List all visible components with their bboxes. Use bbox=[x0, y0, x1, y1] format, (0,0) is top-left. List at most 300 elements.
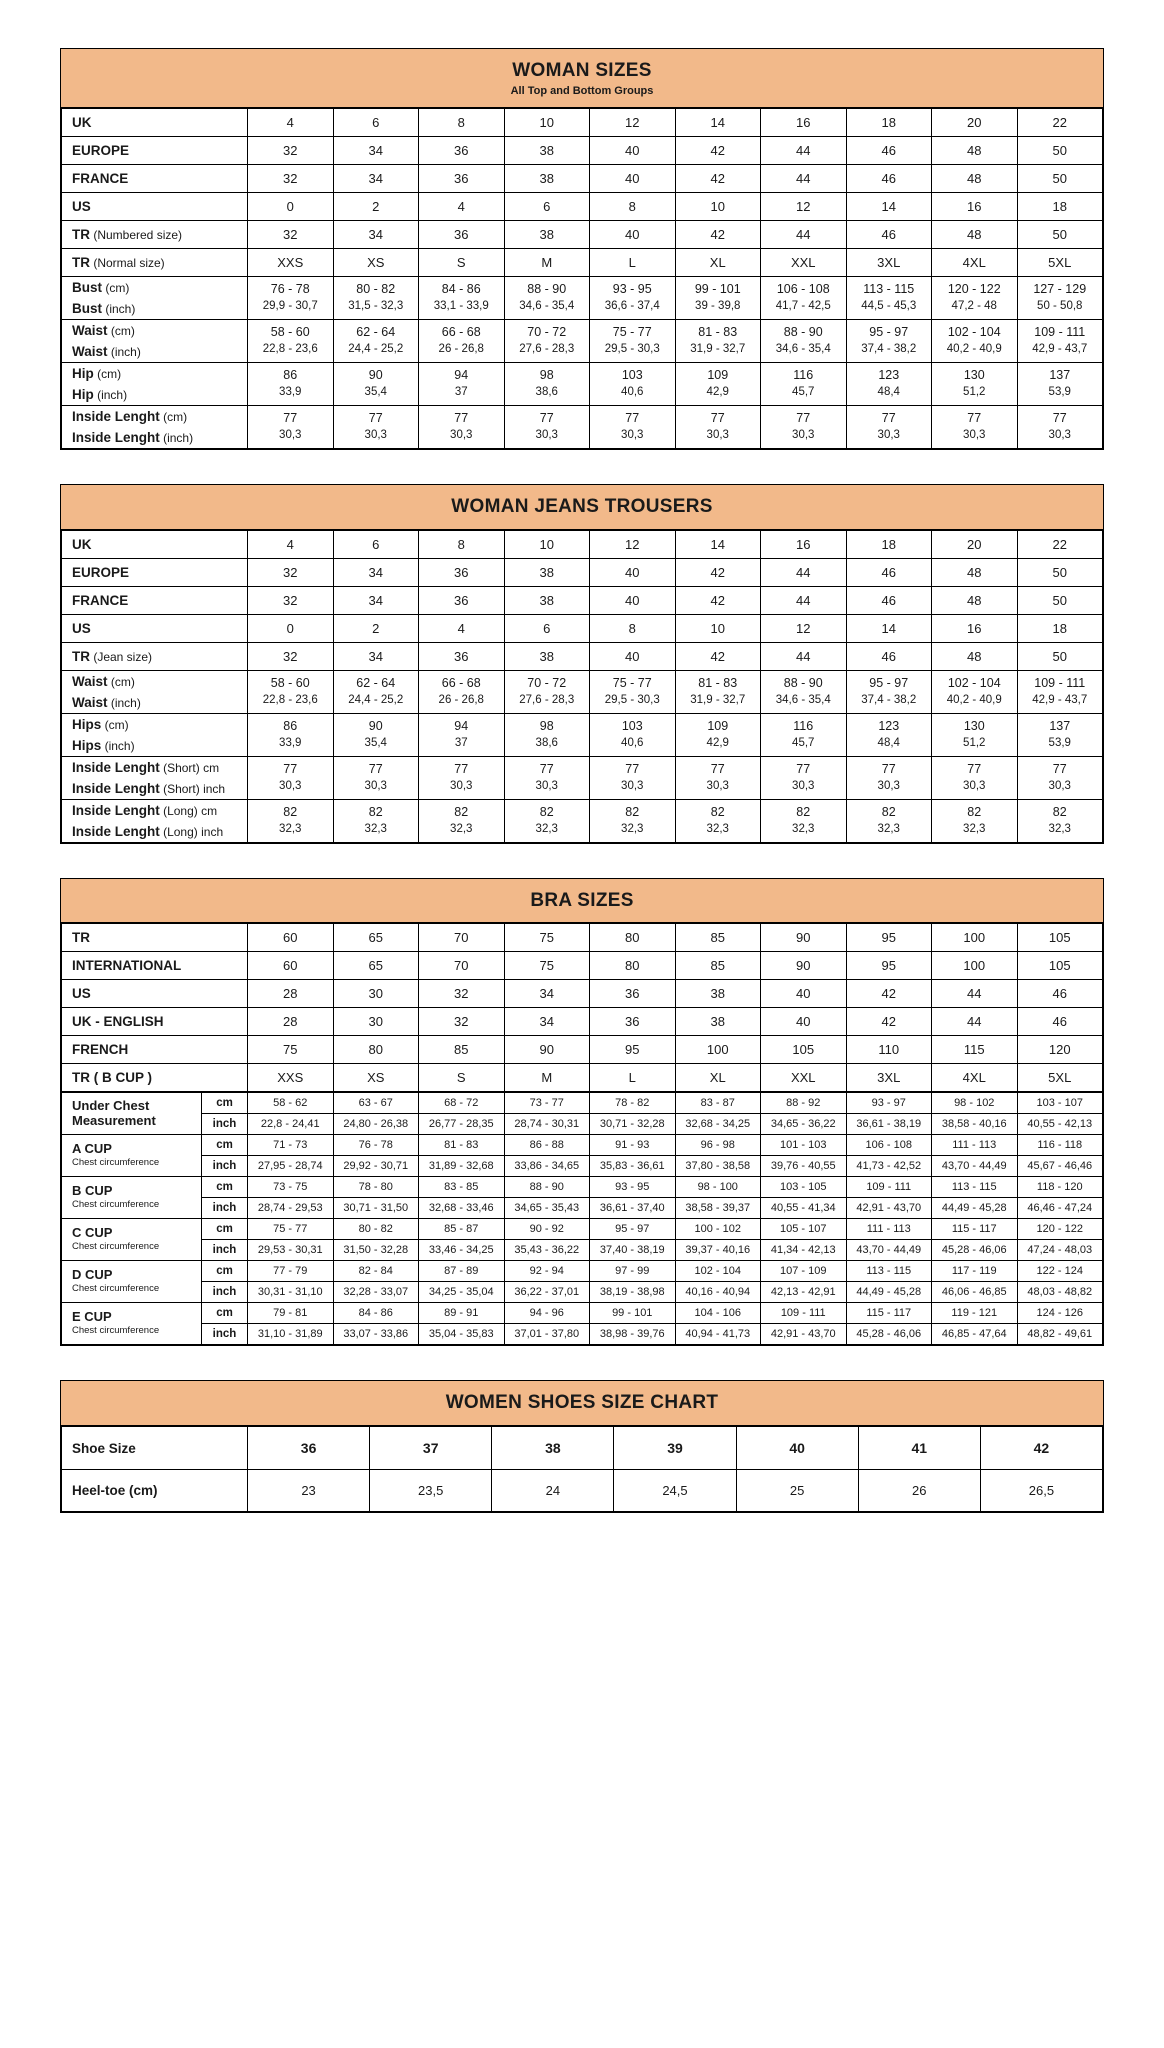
cell: 94 bbox=[419, 362, 505, 384]
cell: 106 - 108 bbox=[761, 276, 847, 298]
row-label-text: Bust bbox=[72, 279, 102, 295]
cell: 42 bbox=[675, 558, 761, 586]
row-label-text: C CUP bbox=[72, 1225, 113, 1241]
cell: 58 - 60 bbox=[248, 670, 334, 692]
unit-cell: cm bbox=[202, 1303, 248, 1324]
cell: 24,80 - 26,38 bbox=[333, 1114, 419, 1135]
cell: 82 - 84 bbox=[333, 1261, 419, 1282]
cell: 75 - 77 bbox=[248, 1219, 334, 1240]
cell: 95 bbox=[846, 924, 932, 952]
cell: 80 - 82 bbox=[333, 276, 419, 298]
cell: 113 - 115 bbox=[846, 276, 932, 298]
cell: 34,65 - 35,43 bbox=[504, 1198, 590, 1219]
cell: 86 bbox=[248, 362, 334, 384]
cell: 90 bbox=[761, 952, 847, 980]
cell: 3XL bbox=[846, 248, 932, 276]
cell: 30,3 bbox=[932, 778, 1018, 800]
cell: 40 bbox=[761, 1008, 847, 1036]
cell: 29,5 - 30,3 bbox=[590, 692, 676, 714]
cell: 82 bbox=[248, 799, 334, 821]
cell: 37,4 - 38,2 bbox=[846, 341, 932, 363]
table-row bbox=[62, 276, 1103, 298]
cell: 42 bbox=[675, 642, 761, 670]
row-label-text: Hip bbox=[72, 365, 94, 381]
cell: 90 - 92 bbox=[504, 1219, 590, 1240]
row-label: TR bbox=[62, 924, 248, 952]
cell: 8 bbox=[419, 530, 505, 558]
cell: 16 bbox=[932, 614, 1018, 642]
cell: 38 bbox=[504, 642, 590, 670]
cell: 86 - 88 bbox=[504, 1135, 590, 1156]
cell: 6 bbox=[333, 530, 419, 558]
cell: 40,55 - 41,34 bbox=[761, 1198, 847, 1219]
table-row bbox=[62, 384, 1103, 406]
cell: 45,7 bbox=[761, 384, 847, 406]
cell: 82 bbox=[675, 799, 761, 821]
table-row bbox=[62, 427, 1103, 449]
cell: 2 bbox=[333, 192, 419, 220]
cell: 42 bbox=[675, 220, 761, 248]
cell: 95 - 97 bbox=[846, 670, 932, 692]
cell: 100 bbox=[932, 952, 1018, 980]
cell: 103 - 107 bbox=[1017, 1093, 1103, 1114]
cell: 44 bbox=[761, 220, 847, 248]
cell: 39 - 39,8 bbox=[675, 298, 761, 320]
cell: 32,3 bbox=[1017, 821, 1103, 843]
cell: 97 - 99 bbox=[590, 1261, 676, 1282]
cell: 28,74 - 30,31 bbox=[504, 1114, 590, 1135]
cell: 4 bbox=[248, 530, 334, 558]
cell: 26,77 - 28,35 bbox=[419, 1114, 505, 1135]
cell: 84 - 86 bbox=[333, 1303, 419, 1324]
table-row bbox=[62, 530, 1103, 558]
table-row bbox=[62, 341, 1103, 363]
cell: 34,65 - 36,22 bbox=[761, 1114, 847, 1135]
row-label bbox=[62, 164, 248, 192]
cell: 75 bbox=[504, 952, 590, 980]
row-label-text: D CUP bbox=[72, 1267, 113, 1283]
cell: 76 - 78 bbox=[333, 1135, 419, 1156]
bra-sizes-card bbox=[60, 878, 1104, 1347]
cell: 40 bbox=[590, 586, 676, 614]
cell: 36,22 - 37,01 bbox=[504, 1282, 590, 1303]
cell: XL bbox=[675, 248, 761, 276]
cell: 90 bbox=[761, 924, 847, 952]
cell: 46,46 - 47,24 bbox=[1017, 1198, 1103, 1219]
cell: XXL bbox=[761, 1064, 847, 1092]
cell: 91 - 93 bbox=[590, 1135, 676, 1156]
cell: M bbox=[504, 248, 590, 276]
row-label: UK - ENGLISH bbox=[62, 1008, 248, 1036]
cell: 60 bbox=[248, 952, 334, 980]
row-label bbox=[62, 192, 248, 220]
cell: 35,83 - 36,61 bbox=[590, 1156, 676, 1177]
cell: 90 bbox=[333, 362, 419, 384]
cell: 40,2 - 40,9 bbox=[932, 341, 1018, 363]
cell: 77 bbox=[590, 405, 676, 427]
cell: XXL bbox=[761, 248, 847, 276]
table-row bbox=[62, 642, 1103, 670]
cell: 45,67 - 46,46 bbox=[1017, 1156, 1103, 1177]
cell: 39,76 - 40,55 bbox=[761, 1156, 847, 1177]
cell: 90 bbox=[504, 1036, 590, 1064]
cell: 30 bbox=[333, 1008, 419, 1036]
cell: 123 bbox=[846, 713, 932, 735]
cell: 29,92 - 30,71 bbox=[333, 1156, 419, 1177]
cell: 32 bbox=[248, 586, 334, 614]
cell: 36 bbox=[419, 558, 505, 586]
cell: 48 bbox=[932, 558, 1018, 586]
cell: 42,91 - 43,70 bbox=[761, 1324, 847, 1345]
cell: 30,3 bbox=[419, 778, 505, 800]
cell: 100 - 102 bbox=[675, 1219, 761, 1240]
row-label bbox=[62, 1261, 202, 1303]
cell: 36 bbox=[590, 980, 676, 1008]
cell: 85 bbox=[675, 924, 761, 952]
cell: 34 bbox=[333, 136, 419, 164]
cell: 34 bbox=[333, 642, 419, 670]
cell: 50 bbox=[1017, 136, 1103, 164]
cell: 36 bbox=[419, 220, 505, 248]
cell: 40 bbox=[590, 642, 676, 670]
cell: 34 bbox=[504, 980, 590, 1008]
bra-sizes-table bbox=[61, 923, 1103, 1092]
cell: 30,3 bbox=[333, 427, 419, 449]
cell: 120 - 122 bbox=[932, 276, 1018, 298]
cell: 38 bbox=[504, 136, 590, 164]
row-label-text: Under Chest Measurement bbox=[72, 1097, 156, 1128]
table-row bbox=[62, 821, 1103, 843]
row-label-unit: (Short) inch bbox=[159, 781, 226, 796]
row-label bbox=[62, 108, 248, 136]
cell: 63 - 67 bbox=[333, 1093, 419, 1114]
cell: 41 bbox=[858, 1427, 980, 1470]
cell: 27,6 - 28,3 bbox=[504, 341, 590, 363]
cell: 26 - 26,8 bbox=[419, 341, 505, 363]
row-label-text: US bbox=[72, 198, 91, 214]
cell: 46 bbox=[1017, 980, 1103, 1008]
cell: 38 bbox=[492, 1427, 614, 1470]
cell: 65 bbox=[333, 952, 419, 980]
cell: 95 - 97 bbox=[846, 319, 932, 341]
cell: 34 bbox=[333, 220, 419, 248]
cell: 30,3 bbox=[1017, 427, 1103, 449]
cell: 20 bbox=[932, 108, 1018, 136]
cell: 32,68 - 33,46 bbox=[419, 1198, 505, 1219]
cell: 40,6 bbox=[590, 735, 676, 757]
row-label bbox=[62, 614, 248, 642]
cell: 130 bbox=[932, 713, 1018, 735]
table-row bbox=[62, 1114, 1103, 1135]
cell: 3XL bbox=[846, 1064, 932, 1092]
cell: 37 bbox=[419, 384, 505, 406]
cell: 70 - 72 bbox=[504, 670, 590, 692]
cell: 46 bbox=[846, 586, 932, 614]
row-label bbox=[62, 276, 248, 298]
cell: 31,9 - 32,7 bbox=[675, 692, 761, 714]
row-label-unit: (cm) bbox=[159, 409, 188, 424]
cell: 33,07 - 33,86 bbox=[333, 1324, 419, 1345]
woman-jeans-table bbox=[61, 530, 1103, 843]
cell: 0 bbox=[248, 192, 334, 220]
cell: 30,3 bbox=[761, 778, 847, 800]
cell: 122 - 124 bbox=[1017, 1261, 1103, 1282]
cell: 34 bbox=[333, 586, 419, 614]
cell: 62 - 64 bbox=[333, 670, 419, 692]
cell: 62 - 64 bbox=[333, 319, 419, 341]
row-label-sub: Chest circumference bbox=[72, 1241, 160, 1253]
cell: 85 bbox=[419, 1036, 505, 1064]
cell: 47,2 - 48 bbox=[932, 298, 1018, 320]
cell: 66 - 68 bbox=[419, 670, 505, 692]
cell: 46 bbox=[846, 136, 932, 164]
cell: 106 - 108 bbox=[846, 1135, 932, 1156]
cell: 42,91 - 43,70 bbox=[846, 1198, 932, 1219]
cell: 44 bbox=[761, 642, 847, 670]
cell: 36 bbox=[419, 642, 505, 670]
row-label-unit: (Normal size) bbox=[90, 255, 165, 270]
cell: 76 - 78 bbox=[248, 276, 334, 298]
cell: 18 bbox=[1017, 614, 1103, 642]
cell: 117 - 119 bbox=[932, 1261, 1018, 1282]
cell: 104 - 106 bbox=[675, 1303, 761, 1324]
cell: 28,74 - 29,53 bbox=[248, 1198, 334, 1219]
row-label bbox=[62, 248, 248, 276]
cell: 32 bbox=[248, 642, 334, 670]
cell: 87 - 89 bbox=[419, 1261, 505, 1282]
cell: 5XL bbox=[1017, 1064, 1103, 1092]
cell: 38 bbox=[675, 980, 761, 1008]
cell: 109 - 111 bbox=[846, 1177, 932, 1198]
cell: 102 - 104 bbox=[932, 319, 1018, 341]
row-label bbox=[62, 220, 248, 248]
cell: 32,28 - 33,07 bbox=[333, 1282, 419, 1303]
table-row bbox=[62, 1177, 1103, 1198]
cell: 46 bbox=[846, 558, 932, 586]
cell: 100 bbox=[932, 924, 1018, 952]
cell: 47,24 - 48,03 bbox=[1017, 1240, 1103, 1261]
row-label bbox=[62, 692, 248, 714]
cell: 2 bbox=[333, 614, 419, 642]
cell: 71 - 73 bbox=[248, 1135, 334, 1156]
cell: 130 bbox=[932, 362, 1018, 384]
cell: 95 - 97 bbox=[590, 1219, 676, 1240]
cell: 34,6 - 35,4 bbox=[761, 692, 847, 714]
cell: 45,7 bbox=[761, 735, 847, 757]
cell: 12 bbox=[590, 108, 676, 136]
cell: 34,6 - 35,4 bbox=[761, 341, 847, 363]
cell: 44 bbox=[761, 164, 847, 192]
cell: 50 bbox=[1017, 642, 1103, 670]
row-label-unit: (cm) bbox=[102, 280, 130, 295]
table-row bbox=[62, 1282, 1103, 1303]
row-label-unit: (Jean size) bbox=[90, 649, 153, 664]
cell: 73 - 77 bbox=[504, 1093, 590, 1114]
cell: 22 bbox=[1017, 108, 1103, 136]
cell: 30,3 bbox=[932, 427, 1018, 449]
cell: 37,80 - 38,58 bbox=[675, 1156, 761, 1177]
cell: 51,2 bbox=[932, 384, 1018, 406]
cell: 34 bbox=[504, 1008, 590, 1036]
cell: 94 bbox=[419, 713, 505, 735]
cell: 73 - 75 bbox=[248, 1177, 334, 1198]
cell: 48,4 bbox=[846, 735, 932, 757]
cell: 14 bbox=[846, 614, 932, 642]
cell: 33,86 - 34,65 bbox=[504, 1156, 590, 1177]
cell: 30,71 - 32,28 bbox=[590, 1114, 676, 1135]
row-label-text: Waist bbox=[72, 673, 108, 689]
cell: 77 bbox=[1017, 756, 1103, 778]
row-label bbox=[62, 405, 248, 427]
cell: 46 bbox=[1017, 1008, 1103, 1036]
cell: 24,5 bbox=[614, 1470, 736, 1512]
cell: 28 bbox=[248, 980, 334, 1008]
row-label bbox=[62, 778, 248, 800]
cell: 30,31 - 31,10 bbox=[248, 1282, 334, 1303]
row-label bbox=[62, 362, 248, 384]
cell: 95 bbox=[846, 952, 932, 980]
cell: 120 - 122 bbox=[1017, 1219, 1103, 1240]
cell: 30,3 bbox=[590, 427, 676, 449]
cell: 36 bbox=[248, 1427, 370, 1470]
cell: 89 - 91 bbox=[419, 1303, 505, 1324]
row-label-unit: (Long) cm bbox=[159, 803, 218, 818]
cell: 60 bbox=[248, 924, 334, 952]
cell: 58 - 60 bbox=[248, 319, 334, 341]
cell: 78 - 82 bbox=[590, 1093, 676, 1114]
unit-cell: cm bbox=[202, 1177, 248, 1198]
cell: 109 - 111 bbox=[761, 1303, 847, 1324]
cell: 40 bbox=[590, 558, 676, 586]
cell: 29,9 - 30,7 bbox=[248, 298, 334, 320]
cell: 30,3 bbox=[504, 427, 590, 449]
unit-cell: inch bbox=[202, 1282, 248, 1303]
cell: 115 - 117 bbox=[932, 1219, 1018, 1240]
cell: 16 bbox=[932, 192, 1018, 220]
cell: 30,3 bbox=[846, 427, 932, 449]
row-label-text: E CUP bbox=[72, 1309, 112, 1325]
cell: 42,13 - 42,91 bbox=[761, 1282, 847, 1303]
woman-jeans-card bbox=[60, 484, 1104, 844]
cell: 42 bbox=[675, 164, 761, 192]
cell: 32,3 bbox=[590, 821, 676, 843]
table-row bbox=[62, 1470, 1103, 1512]
woman-sizes-subtitle: All Top and Bottom Groups bbox=[510, 84, 654, 97]
table-row bbox=[62, 1036, 1103, 1064]
row-label bbox=[62, 821, 248, 843]
cell: XS bbox=[333, 1064, 419, 1092]
cell: 90 bbox=[333, 713, 419, 735]
row-label-unit: (inch) bbox=[102, 301, 136, 316]
cell: 53,9 bbox=[1017, 384, 1103, 406]
cell: 30,3 bbox=[1017, 778, 1103, 800]
cell: 46 bbox=[846, 220, 932, 248]
cell: 37,01 - 37,80 bbox=[504, 1324, 590, 1345]
cell: 105 bbox=[1017, 924, 1103, 952]
cell: 10 bbox=[675, 614, 761, 642]
cell: 77 bbox=[932, 756, 1018, 778]
cell: 23,5 bbox=[370, 1470, 492, 1512]
row-label-text: EUROPE bbox=[72, 142, 130, 158]
cell: 30,3 bbox=[590, 778, 676, 800]
cell: 14 bbox=[675, 108, 761, 136]
cell: 41,34 - 42,13 bbox=[761, 1240, 847, 1261]
cell: 82 bbox=[419, 799, 505, 821]
cell: 77 bbox=[333, 756, 419, 778]
cell: 10 bbox=[675, 192, 761, 220]
cell: 38 bbox=[504, 164, 590, 192]
cell: 18 bbox=[1017, 192, 1103, 220]
row-label-text: Inside Lenght bbox=[72, 780, 160, 796]
cell: 36,6 - 37,4 bbox=[590, 298, 676, 320]
cell: 46 bbox=[846, 164, 932, 192]
cell: 118 - 120 bbox=[1017, 1177, 1103, 1198]
cell: 20 bbox=[932, 530, 1018, 558]
cell: 16 bbox=[761, 530, 847, 558]
cell: 40 bbox=[761, 980, 847, 1008]
cell: 44,49 - 45,28 bbox=[846, 1282, 932, 1303]
cell: 42 bbox=[980, 1427, 1102, 1470]
row-label-text: EUROPE bbox=[72, 564, 130, 580]
cell: 111 - 113 bbox=[932, 1135, 1018, 1156]
cell: 14 bbox=[675, 530, 761, 558]
cell: 53,9 bbox=[1017, 735, 1103, 757]
cell: 32,3 bbox=[504, 821, 590, 843]
cell: 88 - 92 bbox=[761, 1093, 847, 1114]
cell: 95 bbox=[590, 1036, 676, 1064]
cell: 12 bbox=[761, 192, 847, 220]
cell: 27,95 - 28,74 bbox=[248, 1156, 334, 1177]
cell: 45,28 - 46,06 bbox=[846, 1324, 932, 1345]
cell: 77 bbox=[1017, 405, 1103, 427]
row-label-unit: (inch) bbox=[159, 430, 194, 445]
cell: S bbox=[419, 248, 505, 276]
cell: 51,2 bbox=[932, 735, 1018, 757]
cell: 77 bbox=[846, 756, 932, 778]
cell: 77 bbox=[590, 756, 676, 778]
row-label-sub: Chest circumference bbox=[72, 1157, 160, 1169]
cell: 36,61 - 38,19 bbox=[846, 1114, 932, 1135]
cell: 40,16 - 40,94 bbox=[675, 1282, 761, 1303]
cell: 86 bbox=[248, 713, 334, 735]
cell: 42 bbox=[846, 980, 932, 1008]
row-label: FRENCH bbox=[62, 1036, 248, 1064]
table-row bbox=[62, 713, 1103, 735]
cell: 40,2 - 40,9 bbox=[932, 692, 1018, 714]
unit-cell: cm bbox=[202, 1219, 248, 1240]
row-label bbox=[62, 735, 248, 757]
cell: 27,6 - 28,3 bbox=[504, 692, 590, 714]
cell: 38 bbox=[675, 1008, 761, 1036]
row-label-unit: (inch) bbox=[107, 695, 141, 710]
cell: 37,4 - 38,2 bbox=[846, 692, 932, 714]
cell: 92 - 94 bbox=[504, 1261, 590, 1282]
table-row bbox=[62, 136, 1103, 164]
row-label bbox=[62, 1093, 202, 1135]
row-label bbox=[62, 1303, 202, 1345]
cell: 22,8 - 23,6 bbox=[248, 341, 334, 363]
cell: 127 - 129 bbox=[1017, 276, 1103, 298]
cell: 77 bbox=[248, 405, 334, 427]
cell: 82 bbox=[761, 799, 847, 821]
cell: 34,25 - 35,04 bbox=[419, 1282, 505, 1303]
cell: 80 bbox=[333, 1036, 419, 1064]
cell: 42,9 bbox=[675, 384, 761, 406]
row-label bbox=[62, 586, 248, 614]
cell: 38,98 - 39,76 bbox=[590, 1324, 676, 1345]
cell: 38,6 bbox=[504, 384, 590, 406]
cell: 36,61 - 37,40 bbox=[590, 1198, 676, 1219]
